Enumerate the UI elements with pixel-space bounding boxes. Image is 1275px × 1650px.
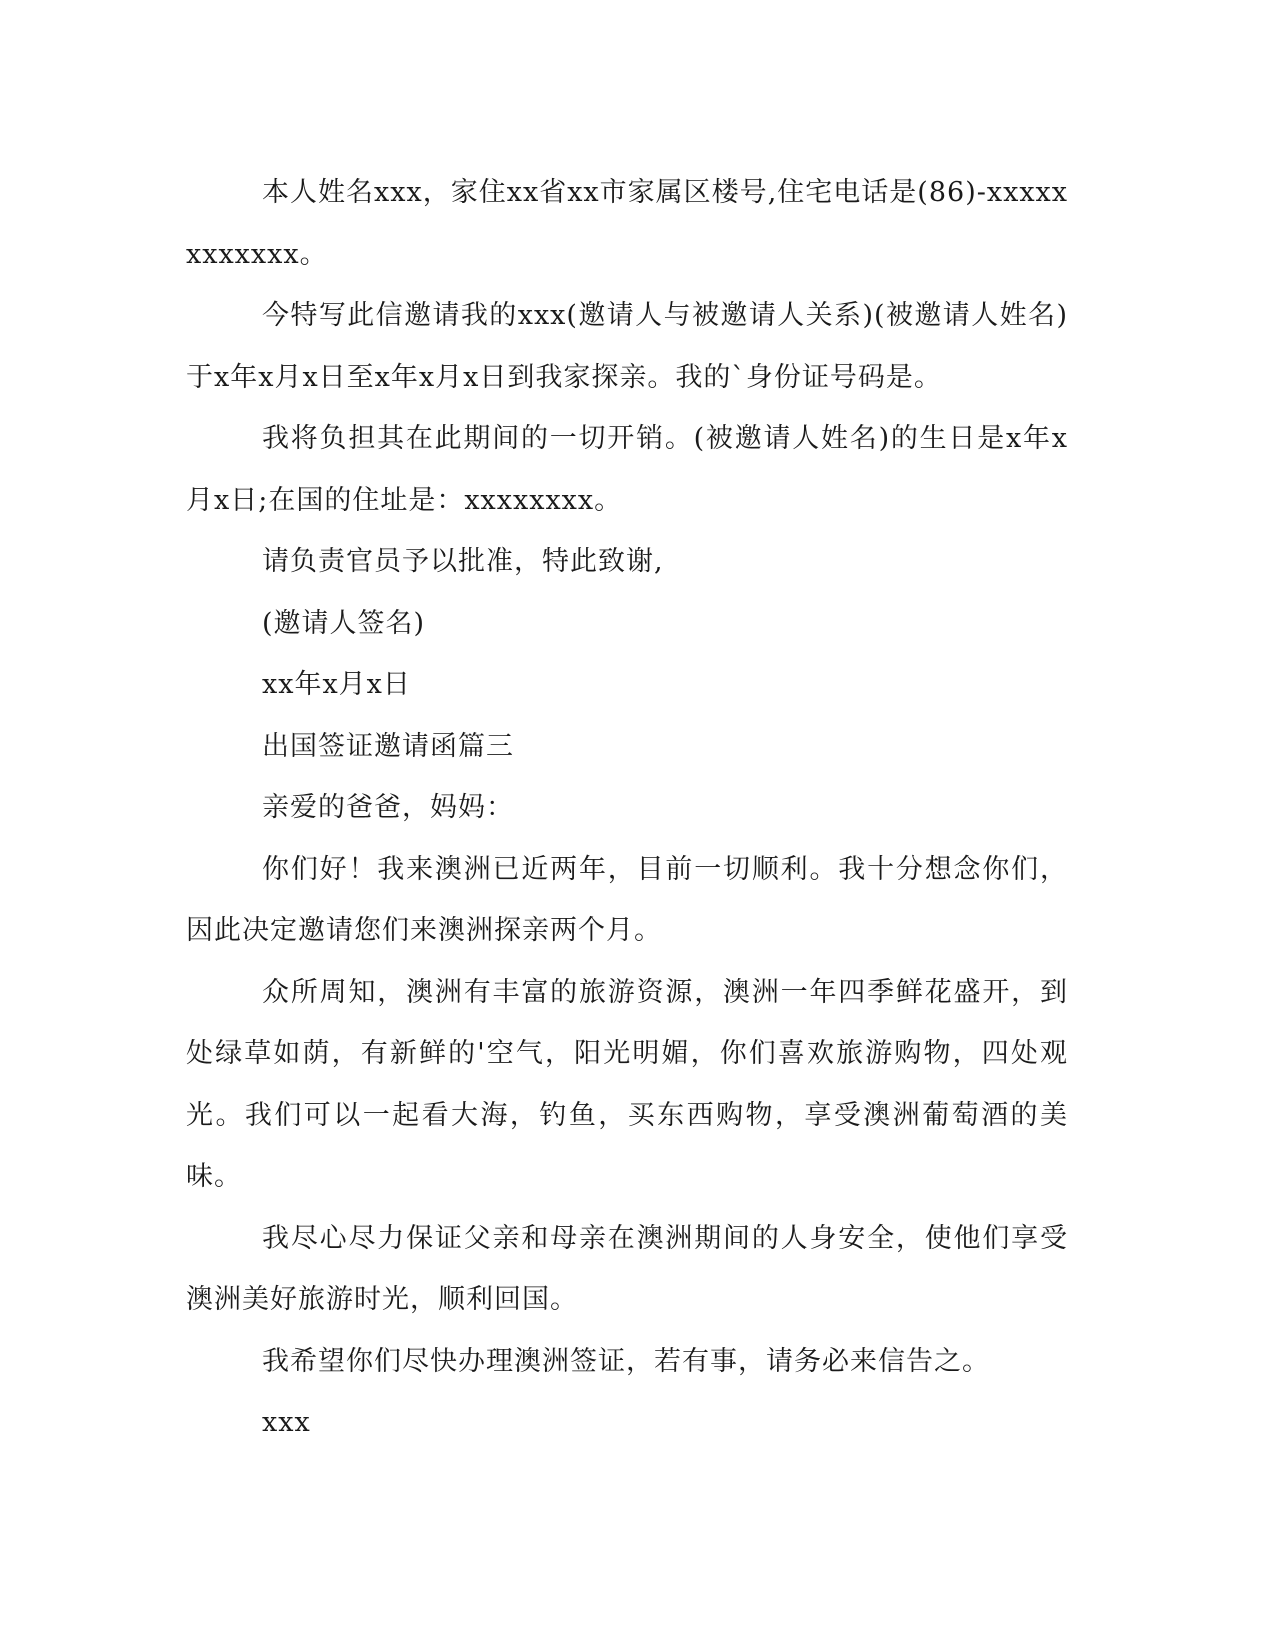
paragraph-safety: 我尽心尽力保证父亲和母亲在澳洲期间的人身安全，使他们享受澳洲美好旅游时光，顺利回国。 [186,1222,1068,1315]
date-line: xx年x月x日 [262,669,411,700]
paragraph-expenses: 我将负担其在此期间的一切开销。(被邀请人姓名)的生日是x年x月x日;在国的住址是：xxxxxxxx。 [186,423,1068,516]
paragraph-intro: 本人姓名xxx，家住xx省xx市家属区楼号,住宅电话是(86)-xxxxxxxxxxxx。 [186,177,1068,270]
paragraph-visa: 我希望你们尽快办理澳洲签证，若有事，请务必来信告之。 [262,1345,990,1377]
document-body [186,162,1068,1454]
signature-line: (邀请人签名) [262,607,426,639]
section-title: 出国签证邀请函篇三 [262,730,514,762]
salutation: 亲爱的爸爸，妈妈： [262,792,514,823]
paragraph-tourism: 众所周知，澳洲有丰富的旅游资源，澳洲一年四季鲜花盛开，到处绿草如荫，有新鲜的'空气，阳光明媚，你们喜欢旅游购物，四处观光。我们可以一起看大海，钓鱼，买东西购物，享受澳洲葡萄酒的美味。 [186,976,1068,1192]
closing-signature: xxx [262,1407,311,1438]
paragraph-invitation: 今特写此信邀请我的xxx(邀请人与被邀请人关系)(被邀请人姓名)于x年x月x日至x年x月x日到我家探亲。我的`身份证号码是。 [186,300,1068,393]
paragraph-greeting: 你们好！我来澳洲已近两年，目前一切顺利。我十分想念你们，因此决定邀请您们来澳洲探亲两个月。 [186,853,1068,946]
paragraph-request: 请负责官员予以批准，特此致谢, [262,546,664,577]
